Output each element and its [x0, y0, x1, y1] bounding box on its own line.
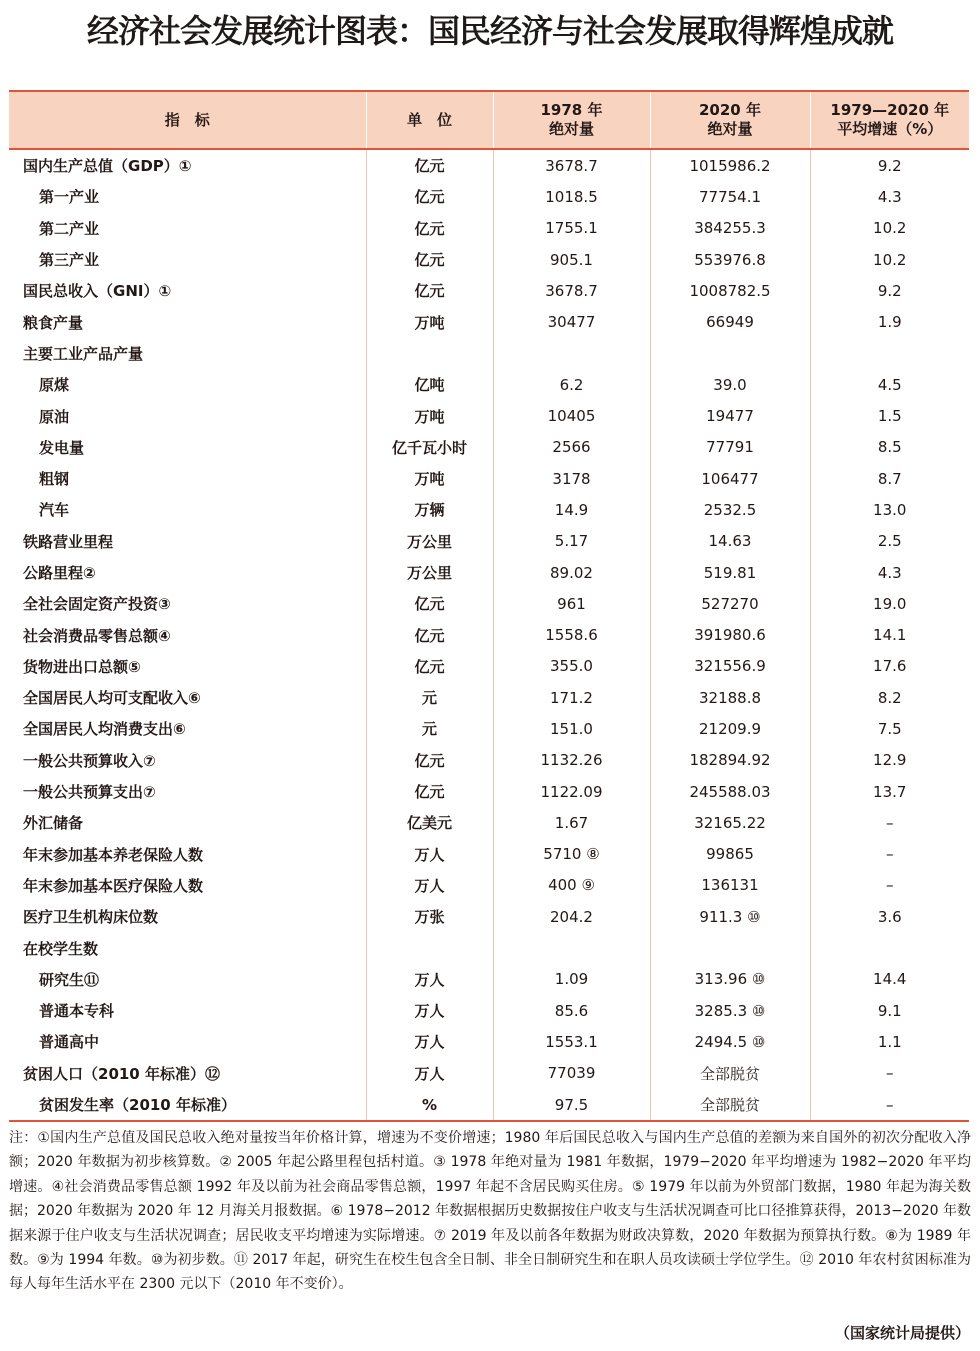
- growth-cell: –: [886, 876, 894, 895]
- indicator-cell: 国内生产总值（GDP）①: [9, 149, 366, 181]
- value-1978-cell: 14.9: [493, 494, 650, 525]
- growth-cell: 3.6: [877, 907, 902, 926]
- value-1978-cell: 400 ⑨: [493, 870, 650, 901]
- value-1978-cell: 5.17: [493, 526, 650, 557]
- value-2020-cell: 21209.9: [650, 713, 810, 744]
- value-1978-cell: [493, 932, 650, 963]
- value-2020-cell: 77791: [650, 432, 810, 463]
- unit-cell: 亿元: [366, 651, 493, 682]
- unit-cell: 亿元: [366, 244, 493, 275]
- unit-cell: 万人: [366, 995, 493, 1026]
- indicator-cell: 全国居民人均消费支出⑥: [9, 713, 366, 744]
- unit-cell: 万人: [366, 1058, 493, 1089]
- growth-cell: –: [886, 813, 894, 832]
- table-row: [9, 619, 969, 650]
- indicator-cell: 粗钢: [9, 463, 366, 494]
- value-2020-cell: 66949: [650, 306, 810, 337]
- indicator-cell: 国民总收入（GNI）①: [9, 275, 366, 306]
- indicator-cell: 普通高中: [9, 1026, 366, 1057]
- indicator-cell: 贫困发生率（2010 年标准）: [9, 1089, 366, 1121]
- value-2020-cell: 527270: [650, 588, 810, 619]
- indicator-cell: 全国居民人均可支配收入⑥: [9, 682, 366, 713]
- indicator-cell: 普通本专科: [9, 995, 366, 1026]
- unit-cell: 亿美元: [366, 807, 493, 838]
- value-2020-cell: 321556.9: [650, 651, 810, 682]
- unit-cell: 亿元: [366, 588, 493, 619]
- indicator-cell: 第三产业: [9, 244, 366, 275]
- growth-cell: 7.5: [877, 719, 902, 738]
- growth-cell: 17.6: [873, 657, 907, 676]
- header-unit: 单 位: [366, 91, 493, 149]
- unit-cell: 元: [366, 682, 493, 713]
- growth-cell: 10.2: [873, 219, 907, 238]
- unit-cell: 亿元: [366, 213, 493, 244]
- table-row: [9, 369, 969, 400]
- value-2020-cell: 136131: [650, 870, 810, 901]
- indicator-cell: 货物进出口总额⑤: [9, 651, 366, 682]
- value-2020-cell: 911.3 ⑩: [650, 901, 810, 932]
- value-1978-cell: 355.0: [493, 651, 650, 682]
- indicator-cell: 一般公共预算收入⑦: [9, 745, 366, 776]
- value-2020-cell: 1015986.2: [650, 149, 810, 181]
- table-row: [9, 213, 969, 244]
- growth-cell: 8.2: [877, 688, 902, 707]
- source-credit: （国家统计局提供）: [834, 1324, 970, 1342]
- value-2020-cell: 106477: [650, 463, 810, 494]
- unit-cell: 万吨: [366, 306, 493, 337]
- value-2020-cell: [650, 338, 810, 369]
- table-row: [9, 338, 969, 369]
- value-2020-cell: 313.96 ⑩: [650, 964, 810, 995]
- value-1978-cell: 1122.09: [493, 776, 650, 807]
- value-1978-cell: 171.2: [493, 682, 650, 713]
- table-row: [9, 651, 969, 682]
- indicator-cell: 公路里程②: [9, 557, 366, 588]
- value-2020-cell: 182894.92: [650, 745, 810, 776]
- header-1978: 1978 年 绝对量: [493, 91, 650, 149]
- growth-cell: 4.3: [877, 187, 902, 206]
- table-row: [9, 1026, 969, 1057]
- table-row: [9, 149, 969, 181]
- unit-cell: 万公里: [366, 526, 493, 557]
- value-2020-cell: 1008782.5: [650, 275, 810, 306]
- value-1978-cell: 1.09: [493, 964, 650, 995]
- indicator-cell: 发电量: [9, 432, 366, 463]
- unit-cell: 万辆: [366, 494, 493, 525]
- unit-cell: 元: [366, 713, 493, 744]
- table-row: [9, 181, 969, 212]
- unit-cell: 亿元: [366, 149, 493, 181]
- growth-cell: 9.2: [877, 156, 902, 175]
- indicator-cell: 原油: [9, 400, 366, 431]
- unit-cell: 万张: [366, 901, 493, 932]
- table-row: [9, 432, 969, 463]
- growth-cell: –: [886, 1064, 894, 1083]
- value-2020-cell: 39.0: [650, 369, 810, 400]
- growth-cell: –: [810, 1089, 969, 1121]
- value-1978-cell: 905.1: [493, 244, 650, 275]
- growth-cell: 2.5: [877, 532, 902, 551]
- growth-cell: 8.7: [877, 469, 902, 488]
- table-body: [9, 149, 969, 1121]
- value-1978-cell: 3678.7: [493, 149, 650, 181]
- value-2020-cell: 245588.03: [650, 776, 810, 807]
- table-row: [9, 713, 969, 744]
- value-1978-cell: 5710 ⑧: [493, 839, 650, 870]
- table-row: [9, 964, 969, 995]
- table-row: [9, 839, 969, 870]
- unit-cell: 万吨: [366, 463, 493, 494]
- value-2020-cell: 全部脱贫: [650, 1089, 810, 1121]
- indicator-cell: 社会消费品零售总额④: [9, 619, 366, 650]
- growth-cell: [810, 338, 969, 369]
- value-2020-cell: 19477: [650, 400, 810, 431]
- table-row: [9, 776, 969, 807]
- indicator-cell: 铁路营业里程: [9, 526, 366, 557]
- unit-cell: %: [366, 1089, 493, 1121]
- table-row: [9, 306, 969, 337]
- value-2020-cell: 99865: [650, 839, 810, 870]
- table-row: [9, 932, 969, 963]
- indicator-cell: 贫困人口（2010 年标准）⑫: [9, 1058, 366, 1089]
- indicator-cell: 汽车: [9, 494, 366, 525]
- unit-cell: 亿元: [366, 275, 493, 306]
- unit-cell: 亿元: [366, 745, 493, 776]
- footnotes: 注：①国内生产总值及国民总收入绝对量按当年价格计算，增速为不变价增速；1980 年后国民总收入与国内生产总值的差额为来自国外的初次分配收入净额；2020 年数据为初步核算数。② 2005 年起公路里程包括村道。③ 1978 年绝对量为 1981 年数据，1979−2020 年平均增速为 1982−2020 年平均增速。④社会消费品零售总额 1992 年及以前为社会商品零售总额，1997 年起不含居民购买住房。⑤ 1979 年以前为外贸部门数据，1980 年起为海关数据；2020 年数据为 2020 年 12 月海关月报数据。⑥ 1978−2012 年数据根据历史数据按住户收支与生活状况调查可比口径推算获得，2013−2020 年数据来源于住户收支与生活状况调查；居民收支平均增速为实际增速。⑦ 2019 年及以前各年数据为财政决算数，2020 年数据为预算执行数。⑧为 1989 年数。⑨为 1994 年数。⑩为初步数。⑪ 2017 年起，研究生在校生包含全日制、非全日制研究生和在职人员攻读硕士学位学生。⑫ 2010 年农村贫困标准为每人每年生活水平在 2300 元以下（2010 年不变价）。: [9, 1130, 971, 1293]
- indicator-cell: 主要工业产品产量: [9, 338, 366, 369]
- value-1978-cell: 961: [493, 588, 650, 619]
- growth-cell: 14.4: [873, 970, 907, 989]
- growth-cell: 14.1: [873, 626, 907, 645]
- unit-cell: 亿吨: [366, 369, 493, 400]
- unit-cell: 万人: [366, 870, 493, 901]
- value-2020-cell: 384255.3: [650, 213, 810, 244]
- unit-cell: 万人: [366, 1026, 493, 1057]
- growth-cell: 8.5: [877, 438, 902, 457]
- table-row: [9, 1089, 969, 1121]
- value-1978-cell: 2566: [493, 432, 650, 463]
- growth-cell: 1.5: [877, 407, 902, 426]
- header-indicator: 指 标: [9, 91, 366, 149]
- indicator-cell: 医疗卫生机构床位数: [9, 901, 366, 932]
- value-1978-cell: 1132.26: [493, 745, 650, 776]
- table-row: [9, 682, 969, 713]
- table-row: [9, 870, 969, 901]
- unit-cell: 万人: [366, 964, 493, 995]
- value-1978-cell: 1018.5: [493, 181, 650, 212]
- table-row: [9, 463, 969, 494]
- growth-cell: 19.0: [873, 594, 907, 613]
- value-2020-cell: 519.81: [650, 557, 810, 588]
- growth-cell: 1.1: [877, 1032, 902, 1051]
- value-1978-cell: 97.5: [493, 1089, 650, 1121]
- indicator-cell: 年末参加基本医疗保险人数: [9, 870, 366, 901]
- table-row: [9, 807, 969, 838]
- value-2020-cell: 全部脱贫: [650, 1058, 810, 1089]
- growth-cell: 12.9: [873, 751, 907, 770]
- unit-cell: [366, 338, 493, 369]
- table-row: [9, 526, 969, 557]
- table-row: [9, 400, 969, 431]
- growth-cell: 13.0: [873, 500, 907, 519]
- growth-cell: 9.2: [877, 281, 902, 300]
- growth-cell: [810, 932, 969, 963]
- value-1978-cell: 85.6: [493, 995, 650, 1026]
- table-header-row: [9, 91, 969, 149]
- value-1978-cell: 3678.7: [493, 275, 650, 306]
- indicator-cell: 外汇储备: [9, 807, 366, 838]
- unit-cell: 亿元: [366, 619, 493, 650]
- growth-cell: 4.5: [877, 375, 902, 394]
- value-1978-cell: 151.0: [493, 713, 650, 744]
- header-2020: 2020 年 绝对量: [650, 91, 810, 149]
- table-row: [9, 995, 969, 1026]
- table-row: [9, 901, 969, 932]
- unit-cell: [366, 932, 493, 963]
- page-title: 经济社会发展统计图表：国民经济与社会发展取得辉煌成就: [86, 12, 893, 50]
- value-2020-cell: 32188.8: [650, 682, 810, 713]
- value-1978-cell: 6.2: [493, 369, 650, 400]
- value-1978-cell: 204.2: [493, 901, 650, 932]
- value-1978-cell: 1755.1: [493, 213, 650, 244]
- value-2020-cell: 2494.5 ⑩: [650, 1026, 810, 1057]
- growth-cell: 1.9: [877, 313, 902, 332]
- value-2020-cell: 77754.1: [650, 181, 810, 212]
- value-2020-cell: 32165.22: [650, 807, 810, 838]
- table-row: [9, 1058, 969, 1089]
- value-2020-cell: 3285.3 ⑩: [650, 995, 810, 1026]
- value-2020-cell: 553976.8: [650, 244, 810, 275]
- value-2020-cell: 391980.6: [650, 619, 810, 650]
- unit-cell: 亿元: [366, 181, 493, 212]
- indicator-cell: 第二产业: [9, 213, 366, 244]
- indicator-cell: 全社会固定资产投资③: [9, 588, 366, 619]
- growth-cell: 10.2: [873, 250, 907, 269]
- header-growth: 1979—2020 年 平均增速（%）: [810, 91, 969, 149]
- value-1978-cell: 1553.1: [493, 1026, 650, 1057]
- unit-cell: 亿千瓦小时: [366, 432, 493, 463]
- value-2020-cell: 2532.5: [650, 494, 810, 525]
- unit-cell: 亿元: [366, 776, 493, 807]
- value-1978-cell: [493, 338, 650, 369]
- statistics-table: [9, 90, 969, 1122]
- value-2020-cell: [650, 932, 810, 963]
- indicator-cell: 年末参加基本养老保险人数: [9, 839, 366, 870]
- indicator-cell: 第一产业: [9, 181, 366, 212]
- indicator-cell: 研究生⑪: [9, 964, 366, 995]
- indicator-cell: 原煤: [9, 369, 366, 400]
- growth-cell: 4.3: [877, 563, 902, 582]
- value-1978-cell: 77039: [493, 1058, 650, 1089]
- table-row: [9, 745, 969, 776]
- value-1978-cell: 89.02: [493, 557, 650, 588]
- value-1978-cell: 1.67: [493, 807, 650, 838]
- table-row: [9, 557, 969, 588]
- indicator-cell: 在校学生数: [9, 932, 366, 963]
- table-row: [9, 494, 969, 525]
- unit-cell: 万吨: [366, 400, 493, 431]
- table-row: [9, 588, 969, 619]
- unit-cell: 万人: [366, 839, 493, 870]
- growth-cell: –: [886, 845, 894, 864]
- indicator-cell: 一般公共预算支出⑦: [9, 776, 366, 807]
- table-row: [9, 275, 969, 306]
- value-1978-cell: 1558.6: [493, 619, 650, 650]
- unit-cell: 万公里: [366, 557, 493, 588]
- value-2020-cell: 14.63: [650, 526, 810, 557]
- value-1978-cell: 3178: [493, 463, 650, 494]
- growth-cell: 13.7: [873, 782, 907, 801]
- value-1978-cell: 10405: [493, 400, 650, 431]
- table-row: [9, 244, 969, 275]
- growth-cell: 9.1: [877, 1001, 902, 1020]
- value-1978-cell: 30477: [493, 306, 650, 337]
- indicator-cell: 粮食产量: [9, 306, 366, 337]
